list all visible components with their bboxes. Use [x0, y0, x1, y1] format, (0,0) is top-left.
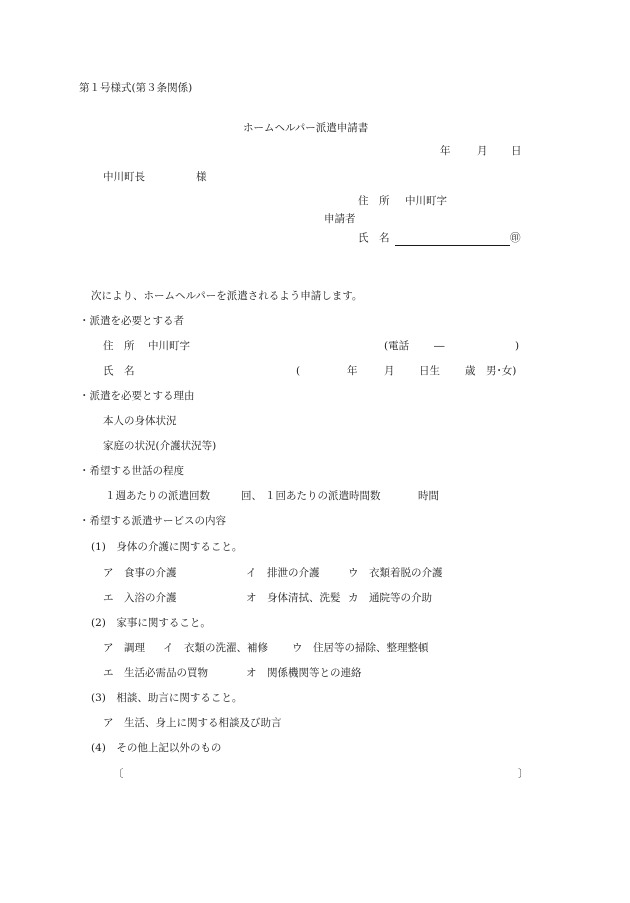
intro-text: 次により、ホームヘルパーを派遣されるよう申請します。 — [91, 290, 363, 302]
bracket-close: 〕 — [518, 768, 529, 780]
group1-title: (1) 身体の介護に関すること。 — [91, 541, 243, 553]
service-1o: オ 身体清拭、洗髪 — [246, 592, 341, 604]
visits-unit: 回、 — [241, 490, 262, 502]
service-1ka: カ 通院等の介助 — [348, 592, 432, 604]
hours-label: １回あたりの派遣時間数 — [265, 490, 381, 502]
recipient-birth-day: 日生 — [419, 365, 440, 377]
applicant-name-line[interactable] — [395, 231, 510, 246]
visits-label: １週あたりの派遣回数 — [105, 490, 210, 502]
applicant-address-value: 中川町字 — [405, 195, 447, 207]
recipient-age: 歳 — [465, 365, 476, 377]
section-heading-reason: ・派遣を必要とする理由 — [79, 390, 195, 402]
other-input-area[interactable] — [128, 765, 514, 783]
applicant-address-label: 住 所 — [358, 195, 390, 207]
recipient-birth-year: 年 — [347, 365, 358, 377]
addressee-honorific: 様 — [196, 171, 207, 183]
date-month: 月 — [477, 145, 488, 157]
reason-family: 家庭の状況(介護状況等) — [103, 440, 217, 452]
addressee-name: 中川町長 — [103, 171, 145, 183]
group4-title: (4) その他上記以外のもの — [91, 742, 222, 754]
recipient-phone-dash: ― — [434, 340, 445, 352]
service-2o: オ 関係機関等との連絡 — [246, 667, 362, 679]
service-2i: イ 衣類の洗濯、補修 — [163, 642, 268, 654]
recipient-phone-open: (電話 — [384, 340, 410, 352]
date-day: 日 — [511, 145, 522, 157]
recipient-birth-open: ( — [296, 365, 301, 377]
section-heading-degree: ・希望する世話の程度 — [79, 465, 184, 477]
hours-unit: 時間 — [418, 490, 439, 502]
service-1i: イ 排泄の介護 — [246, 567, 320, 579]
date-year: 年 — [440, 145, 451, 157]
recipient-sex: 男･女) — [486, 365, 517, 377]
recipient-birth-month: 月 — [384, 365, 395, 377]
seal-mark: ㊞ — [510, 232, 521, 244]
service-1a: ア 食事の介護 — [103, 567, 177, 579]
reason-physical: 本人の身体状況 — [103, 415, 177, 427]
recipient-address-label: 住 所 — [103, 340, 135, 352]
section-heading-services: ・希望する派遣サービスの内容 — [79, 515, 226, 527]
recipient-address-value: 中川町字 — [148, 340, 190, 352]
group3-title: (3) 相談、助言に関すること。 — [91, 692, 243, 704]
service-2u: ウ 住居等の掃除、整理整頓 — [292, 642, 429, 654]
recipient-phone-close: ) — [515, 340, 520, 352]
recipient-name-label: 氏 名 — [103, 365, 135, 377]
service-3a: ア 生活、身上に関する相談及び助言 — [103, 717, 282, 729]
service-1u: ウ 衣類着脱の介護 — [348, 567, 443, 579]
bracket-open: 〔 — [113, 768, 124, 780]
service-1e: エ 入浴の介護 — [103, 592, 177, 604]
group2-title: (2) 家事に関すること。 — [91, 617, 211, 629]
applicant-name-label: 氏 名 — [358, 232, 390, 244]
form-number: 第１号様式(第３条関係) — [79, 82, 193, 94]
page-title: ホームヘルパー派遣申請書 — [243, 122, 369, 134]
section-heading-recipient: ・派遣を必要とする者 — [79, 315, 184, 327]
service-2a: ア 調理 — [103, 642, 145, 654]
service-2e: エ 生活必需品の買物 — [103, 667, 208, 679]
applicant-role-label: 申請者 — [324, 213, 356, 225]
